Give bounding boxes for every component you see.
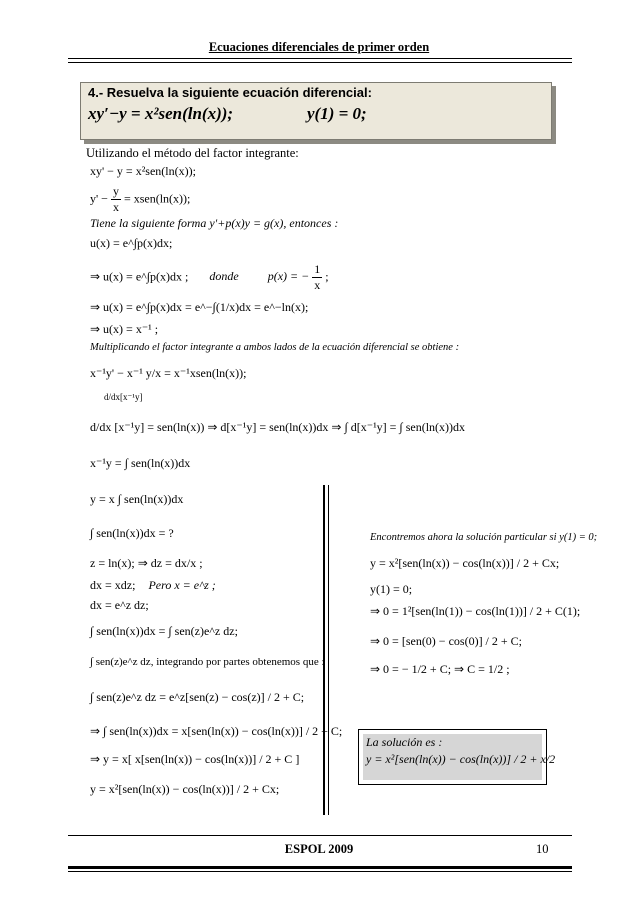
eq-line-2	[90, 184, 190, 215]
right-line-1: Encontremos ahora la solución particular si y(1) = 0;	[370, 532, 598, 543]
footer-center: ESPOL 2009	[284, 842, 354, 856]
right-line-6: ⇒ 0 = − 1/2 + C; ⇒ C = 1/2 ;	[370, 662, 510, 676]
eq-line-22: y = x²[sen(ln(x)) − cos(ln(x))] / 2 + Cx;	[90, 782, 280, 796]
eq-line-2-num: y	[112, 184, 119, 198]
eq-line-11: x⁻¹y = ∫ sen(ln(x))dx	[90, 456, 191, 470]
eq-line-5-b: donde	[209, 269, 239, 284]
eq-line-15-b: Pero x = e^z ;	[148, 578, 216, 592]
eq-line-12: y = x ∫ sen(ln(x))dx	[90, 492, 184, 506]
right-line-4: ⇒ 0 = 1²[sen(ln(1)) − cos(ln(1))] / 2 + C(1);	[370, 604, 581, 618]
eq-line-10: d/dx [x⁻¹y] = sen(ln(x)) ⇒ d[x⁻¹y] = sen(ln(x))dx ⇒ ∫ d[x⁻¹y] = ∫ sen(ln(x))dx	[90, 420, 466, 434]
column-divider	[323, 485, 325, 815]
solution-title: La solución es :	[366, 735, 443, 749]
eq-line-6: ⇒ u(x) = e^∫p(x)dx = e^−∫(1/x)dx = e^−ln(x);	[90, 300, 309, 314]
eq-line-13: ∫ sen(ln(x))dx = ?	[90, 526, 174, 540]
page-number: 10	[536, 842, 549, 856]
eq-line-3: Tiene la siguiente forma y'+p(x)y = g(x), entonces :	[90, 216, 339, 230]
eq-line-14: z = ln(x); ⇒ dz = dx/x ;	[90, 556, 203, 570]
eq-line-9-underbrace: d/dx[x⁻¹y]	[104, 392, 143, 402]
eq-line-5-a: ⇒ u(x) = e^∫p(x)dx ;	[90, 269, 189, 284]
eq-line-5-den: x	[314, 278, 321, 292]
eq-line-18: ∫ sen(z)e^z dz, integrando por partes obtenemos que :	[90, 656, 325, 668]
header-rule-2	[68, 62, 572, 63]
eq-line-15	[90, 578, 216, 593]
eq-line-17: ∫ sen(ln(x))dx = ∫ sen(z)e^z dz;	[90, 624, 238, 638]
eq-line-8: Multiplicando el factor integrante a ambos lados de la ecuación diferencial se obtiene :	[90, 342, 460, 353]
eq-line-2-b: = xsen(ln(x));	[123, 191, 191, 206]
eq-line-19: ∫ sen(z)e^z dz = e^z[sen(z) − cos(z)] / 2 + C;	[90, 690, 305, 704]
eq-line-20: ⇒ ∫ sen(ln(x))dx = x[sen(ln(x)) − cos(ln(x))] / 2 + C;	[90, 724, 343, 738]
right-line-5: ⇒ 0 = [sen(0) − cos(0)] / 2 + C;	[370, 634, 522, 648]
eq-line-16: dx = e^z dz;	[90, 598, 149, 612]
header-rule	[68, 58, 572, 59]
problem-label: 4.- Resuelva la siguiente ecuación diferencial:	[88, 85, 372, 100]
eq-line-5-frac	[312, 262, 322, 293]
eq-line-1: xy' − y = x²sen(ln(x));	[90, 164, 196, 178]
eq-line-2-den: x	[112, 200, 119, 214]
footer-rule	[68, 835, 572, 836]
eq-line-5-c: p(x) = −	[267, 269, 310, 284]
eq-line-5	[90, 262, 329, 293]
eq-line-2-frac	[111, 184, 121, 215]
eq-line-15-a: dx = xdz;	[90, 578, 136, 592]
right-line-3: y(1) = 0;	[370, 582, 413, 596]
footer-bottom-rule-2	[68, 871, 572, 872]
eq-line-9: x⁻¹y' − x⁻¹ y/x = x⁻¹xsen(ln(x));	[90, 366, 247, 380]
column-divider-2	[328, 485, 329, 815]
footer-bottom-rule	[68, 866, 572, 869]
problem-equation: xy′−y = x²sen(ln(x));	[88, 104, 234, 123]
eq-line-4: u(x) = e^∫p(x)dx;	[90, 236, 173, 250]
intro-text: Utilizando el método del factor integrante:	[86, 146, 299, 160]
problem-condition: y(1) = 0;	[307, 104, 367, 123]
solution-equation: y = x²[sen(ln(x)) − cos(ln(x))] / 2 + x/2	[366, 752, 556, 766]
page-header: Ecuaciones diferenciales de primer orden	[208, 40, 430, 54]
eq-line-21: ⇒ y = x[ x[sen(ln(x)) − cos(ln(x))] / 2 + C ]	[90, 752, 300, 766]
eq-line-5-d: ;	[325, 269, 329, 284]
right-line-2: y = x²[sen(ln(x)) − cos(ln(x))] / 2 + Cx;	[370, 556, 560, 570]
eq-line-5-num: 1	[314, 262, 321, 276]
eq-line-7: ⇒ u(x) = x⁻¹ ;	[90, 322, 159, 336]
eq-line-2-a: y' −	[90, 191, 108, 206]
